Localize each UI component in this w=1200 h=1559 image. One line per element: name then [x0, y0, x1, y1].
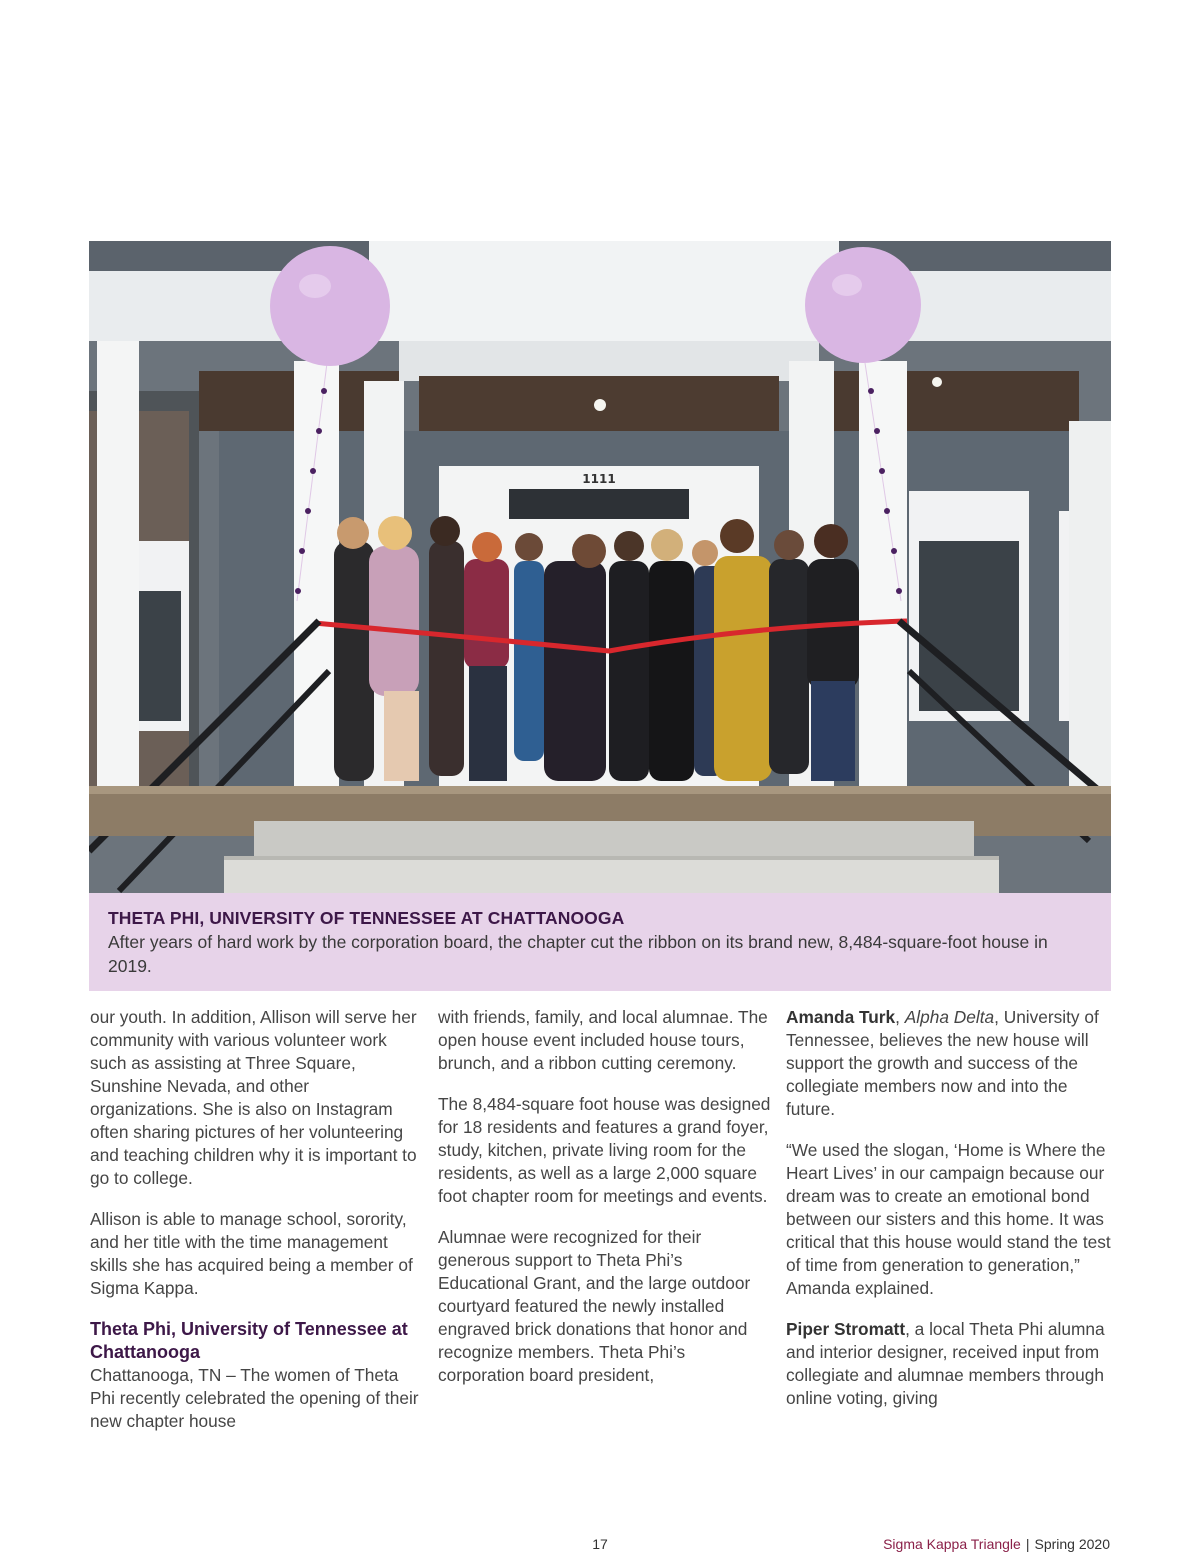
- person-name: Amanda Turk: [786, 1007, 896, 1027]
- paragraph: [786, 1006, 1116, 1121]
- house-number: 1111: [582, 472, 616, 486]
- text-run: , a local Theta Phi alumna and interior designer, received input from collegiate and alumnae members through online voting, giving: [786, 1319, 1105, 1408]
- paragraph: Alumnae were recognized for their generous support to Theta Phi’s Educational Grant, and the large outdoor courtyard featured the newly installed engraved brick donations that honor and recognize members. Theta Phi’s corporation board president,: [438, 1227, 751, 1385]
- person-name: Piper Stromatt: [786, 1319, 906, 1339]
- footer-separator: |: [1025, 1536, 1030, 1552]
- paragraph: Allison is able to manage school, sorority, and her title with the time management skills she has acquired being a member of Sigma Kappa.: [90, 1209, 413, 1298]
- paragraph: with friends, family, and local alumnae. The open house event included house tours, brunch, and a ribbon cutting ceremony.: [438, 1007, 768, 1073]
- running-footer: [883, 1536, 1110, 1552]
- paragraph: [786, 1318, 1116, 1410]
- quote-paragraph: “We used the slogan, ‘Home is Where the Heart Lives’ in our campaign because our dream was to create an emotional bond between our sisters and this home. It was critical that this house would stand the test of time from generation to generation,” Amanda explained.: [786, 1140, 1111, 1298]
- paragraph: The 8,484-square foot house was designed for 18 residents and features a grand foyer, study, kitchen, private living room for the residents, as well as a large 2,000 square foot chapter room for meetings and events.: [438, 1094, 771, 1206]
- caption-title: THETA PHI, UNIVERSITY OF TENNESSEE AT CHATTANOOGA: [108, 908, 625, 928]
- paragraph: our youth. In addition, Allison will serve her community with various volunteer work such as assisting at Three Square, Sunshine Nevada, and other organizations. She is also on Instagram often sharing pictures of her volunteering and teaching children why it is important to go to college.: [90, 1007, 417, 1188]
- section-heading: Theta Phi, University of Tennessee at Chattanooga: [90, 1319, 408, 1362]
- column-2: [438, 1006, 773, 1405]
- ribbon-cutting-photo: [89, 241, 1111, 893]
- column-1: [90, 1006, 420, 1451]
- caption-text: After years of hard work by the corporation board, the chapter cut the ribbon on its brand new, 8,484-square-foot house in 2019.: [108, 932, 1048, 976]
- text-run: , University of Tennessee, believes the new house will support the growth and success of the collegiate members now and into the future.: [786, 1007, 1099, 1119]
- column-3: [786, 1006, 1116, 1428]
- paragraph: Chattanooga, TN – The women of Theta Phi recently celebrated the opening of their new chapter house: [90, 1365, 419, 1431]
- chapter-name: Alpha Delta: [904, 1007, 995, 1027]
- page-number: 17: [592, 1536, 608, 1552]
- magazine-title: Sigma Kappa Triangle: [883, 1536, 1021, 1552]
- text-run: ,: [895, 1007, 905, 1027]
- issue-label: Spring 2020: [1034, 1536, 1110, 1552]
- photo-caption: [89, 893, 1111, 991]
